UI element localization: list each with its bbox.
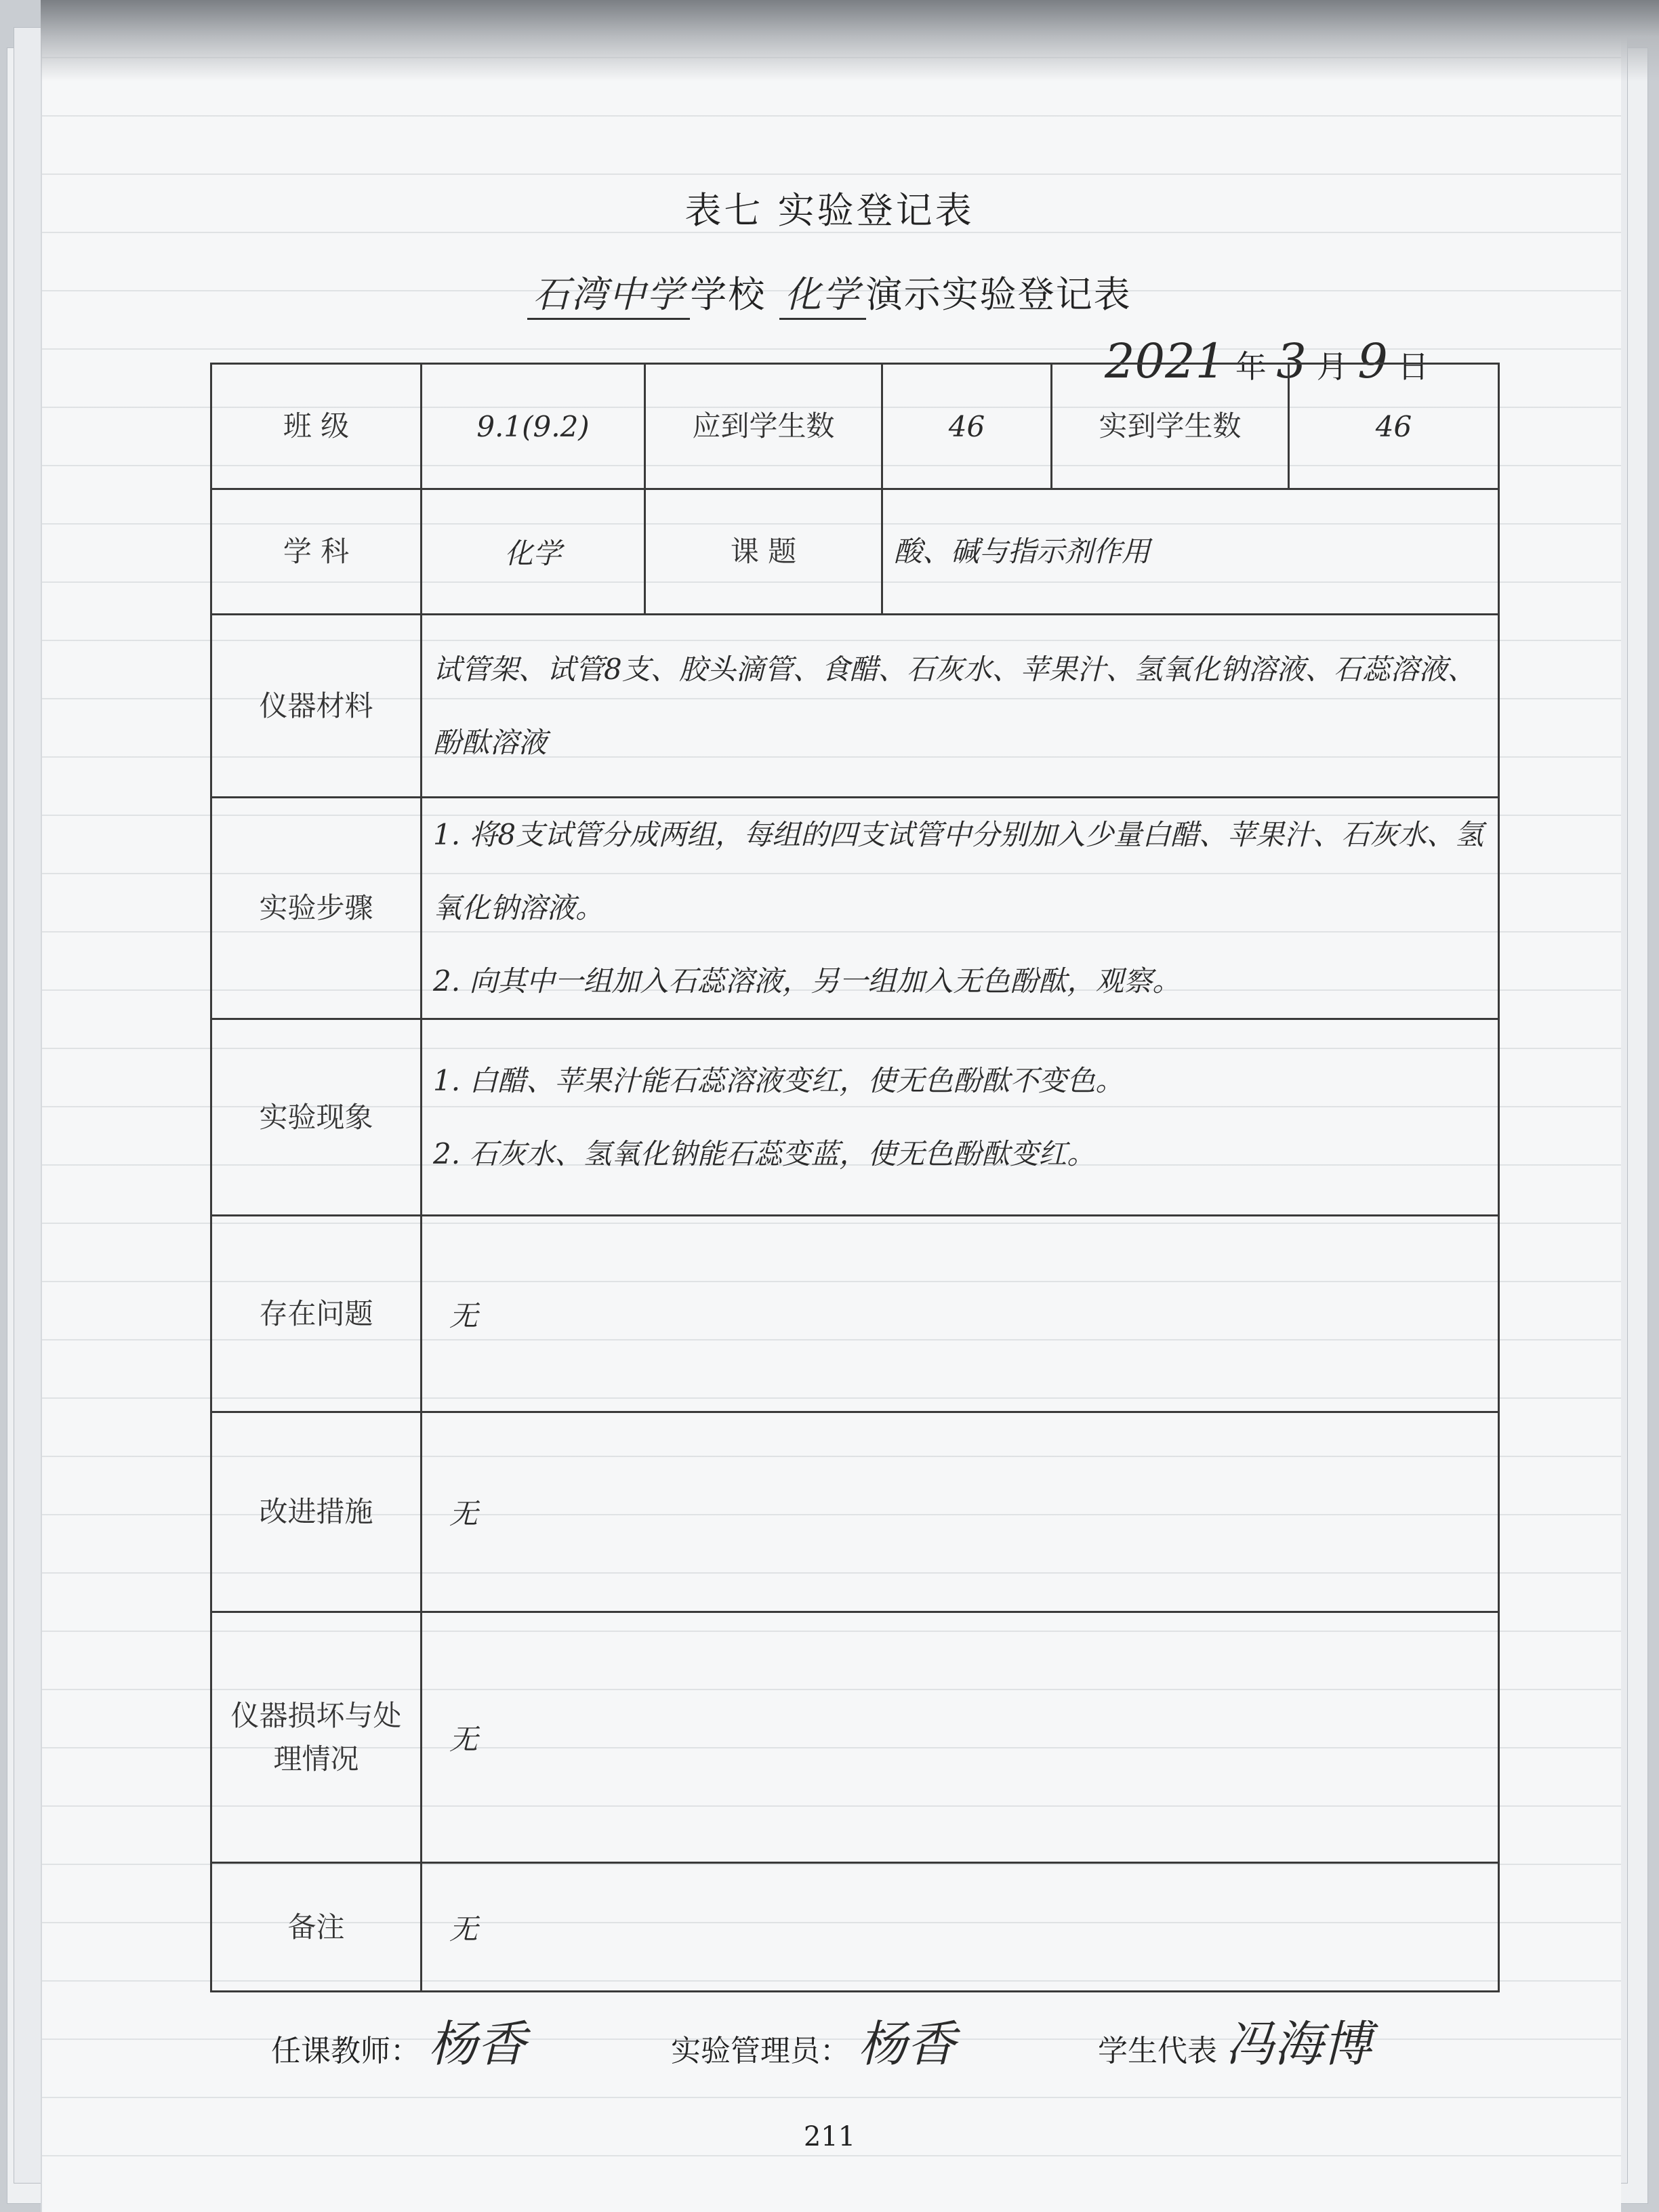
- admin-signature: [671, 2005, 956, 2075]
- phenomena-cell: [422, 1019, 1499, 1216]
- step-item: 1. 将8支试管分成两组，每组的四支试管中分别加入少量白醋、苹果汁、石灰水、氢氧化钠溶液。: [433, 818, 1484, 924]
- date-month: 3: [1276, 333, 1307, 389]
- date-day: 9: [1357, 333, 1388, 389]
- damage-label: 仪器损坏与处理情况: [211, 1612, 422, 1863]
- admin-label: 实验管理员：: [671, 2034, 850, 2068]
- date-year-unit: 年: [1235, 348, 1267, 385]
- damage-value: 无: [422, 1612, 1499, 1863]
- table-row: [211, 1863, 1499, 1992]
- improvement-value: 无: [422, 1412, 1499, 1612]
- teacher-signature: [271, 2005, 526, 2075]
- steps-label: 实验步骤: [211, 798, 422, 1019]
- page-shadow: [41, 0, 1659, 81]
- school-name: 石湾中学: [527, 266, 690, 320]
- date-year: 2021: [1105, 333, 1226, 389]
- actual-count-value: 46: [1289, 364, 1499, 489]
- class-value: 9.1(9.2): [422, 364, 645, 489]
- topic-label: 课 题: [645, 489, 882, 615]
- table-row: [211, 798, 1499, 1019]
- step-item: 2. 向其中一组加入石蕊溶液，另一组加入无色酚酞，观察。: [433, 964, 1181, 998]
- topic-value: 酸、碱与指示剂作用: [882, 489, 1499, 615]
- table-row: [211, 364, 1499, 489]
- subtitle-suffix: 演示实验登记表: [865, 273, 1132, 316]
- school-suffix: 学校: [690, 273, 766, 316]
- problems-value: 无: [422, 1216, 1499, 1412]
- student-label: 学生代表: [1098, 2034, 1217, 2068]
- table-row: [211, 615, 1499, 798]
- page-title: 表七 实验登记表: [684, 189, 975, 232]
- remarks-value: 无: [422, 1863, 1499, 1992]
- improvement-label: 改进措施: [211, 1412, 422, 1612]
- form-subtitle: [0, 266, 1659, 320]
- table-row: [211, 489, 1499, 615]
- expected-count-label: 应到学生数: [645, 364, 882, 489]
- student-name: 冯海博: [1225, 2015, 1372, 2072]
- materials-value: 试管架、试管8支、胶头滴管、食醋、石灰水、苹果汁、氢氧化钠溶液、石蕊溶液、酚酞溶液: [422, 615, 1499, 798]
- table-row: [211, 1612, 1499, 1863]
- actual-count-label: 实到学生数: [1052, 364, 1289, 489]
- expected-count-value: 46: [882, 364, 1052, 489]
- teacher-name: 杨香: [428, 2015, 527, 2072]
- remarks-label: 备注: [211, 1863, 422, 1992]
- materials-label: 仪器材料: [211, 615, 422, 798]
- subject-label: 学 科: [211, 489, 422, 615]
- phenomenon-item: 1. 白醋、苹果汁能石蕊溶液变红，使无色酚酞不变色。: [433, 1063, 1124, 1097]
- student-signature: [1098, 2005, 1372, 2075]
- date-month-unit: 月: [1316, 348, 1348, 385]
- subject-value: 化学: [422, 489, 645, 615]
- registration-table: [210, 363, 1500, 1992]
- teacher-label: 任课教师：: [271, 2034, 420, 2068]
- page-number: 211: [803, 2121, 856, 2152]
- phenomenon-item: 2. 石灰水、氢氧化钠能石蕊变蓝，使无色酚酞变红。: [433, 1136, 1096, 1170]
- subject-name: 化学: [779, 266, 866, 320]
- date-day-unit: 日: [1397, 348, 1429, 385]
- admin-name: 杨香: [858, 2015, 956, 2072]
- class-label: 班 级: [211, 364, 422, 489]
- table-row: [211, 1019, 1499, 1216]
- phenomena-label: 实验现象: [211, 1019, 422, 1216]
- table-row: [211, 1412, 1499, 1612]
- steps-cell: [422, 798, 1499, 1019]
- problems-label: 存在问题: [211, 1216, 422, 1412]
- table-row: [211, 1216, 1499, 1412]
